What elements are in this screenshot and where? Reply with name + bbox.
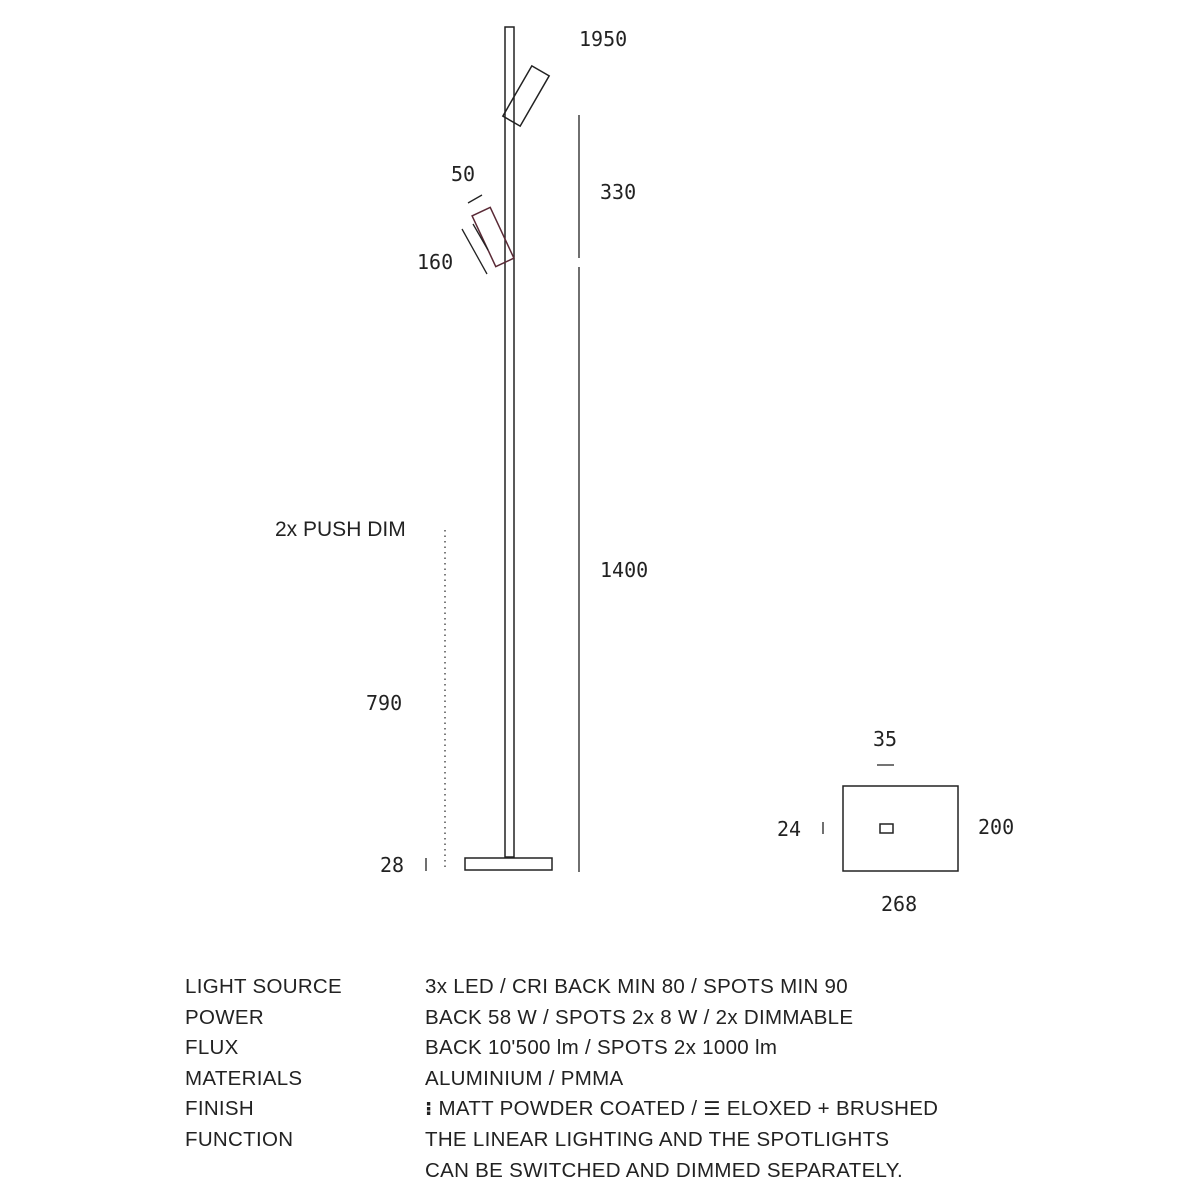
base-height-label: 28 <box>380 853 405 877</box>
spec-value: 3x LED / CRI BACK MIN 80 / SPOTS MIN 90 <box>425 975 848 998</box>
spec-row-function-cont <box>185 1156 1085 1187</box>
switch-label: 2x PUSH DIM <box>275 518 406 541</box>
spec-key: FUNCTION <box>185 1127 294 1151</box>
spot-diameter-label: 50 <box>451 162 476 186</box>
upper-spotlight <box>503 66 549 126</box>
spec-row-flux <box>185 1033 1085 1064</box>
spec-key: FINISH <box>185 1097 254 1121</box>
spot-spacing-label: 330 <box>600 180 637 204</box>
spot-height-label: 1400 <box>600 558 649 582</box>
spec-key: POWER <box>185 1005 264 1029</box>
spec-table <box>185 972 1085 1186</box>
spot-diameter-tick <box>468 195 482 203</box>
spec-value: BACK 58 W / SPOTS 2x 8 W / 2x DIMMABLE <box>425 1005 854 1029</box>
matt-finish-icon: ⁝ <box>425 1098 433 1121</box>
pole-top-view <box>880 824 893 833</box>
spec-key: MATERIALS <box>185 1066 303 1090</box>
spec-row-light-source <box>185 972 1085 1003</box>
spec-row-materials <box>185 1064 1085 1095</box>
pole-depth-label: 24 <box>777 817 802 841</box>
spec-key: FLUX <box>185 1036 239 1060</box>
spec-row-power <box>185 1003 1085 1034</box>
spec-key <box>185 1156 425 1187</box>
finish-eloxed-text: ELOXED + BRUSHED <box>726 1097 939 1121</box>
spot-length-tick-a <box>462 229 487 274</box>
total-height-label: 1950 <box>579 27 628 51</box>
spec-value: CAN BE SWITCHED AND DIMMED SEPARATELY. <box>425 1158 904 1182</box>
pole-width-label: 35 <box>873 727 898 751</box>
lamp-pole <box>505 27 514 857</box>
base-depth-label: 200 <box>978 815 1015 839</box>
spec-value: THE LINEAR LIGHTING AND THE SPOTLIGHTS <box>425 1127 890 1151</box>
finish-matt-text: MATT POWDER COATED / <box>438 1097 698 1121</box>
switch-height-label: 790 <box>366 691 403 715</box>
spot-length-tick-b <box>473 224 488 250</box>
spec-row-finish <box>185 1094 1085 1125</box>
spec-value: ALUMINIUM / PMMA <box>425 1066 624 1090</box>
spec-value <box>425 1094 1085 1125</box>
base-width-label: 268 <box>881 892 918 916</box>
spec-row-function <box>185 1125 1085 1156</box>
spec-key: LIGHT SOURCE <box>185 975 342 998</box>
eloxed-finish-icon: ☰ <box>703 1098 721 1121</box>
spec-value: BACK 10'500 lm / SPOTS 2x 1000 lm <box>425 1036 778 1060</box>
lamp-base <box>465 858 552 870</box>
base-top-view <box>843 786 958 871</box>
spot-length-label: 160 <box>417 250 454 274</box>
